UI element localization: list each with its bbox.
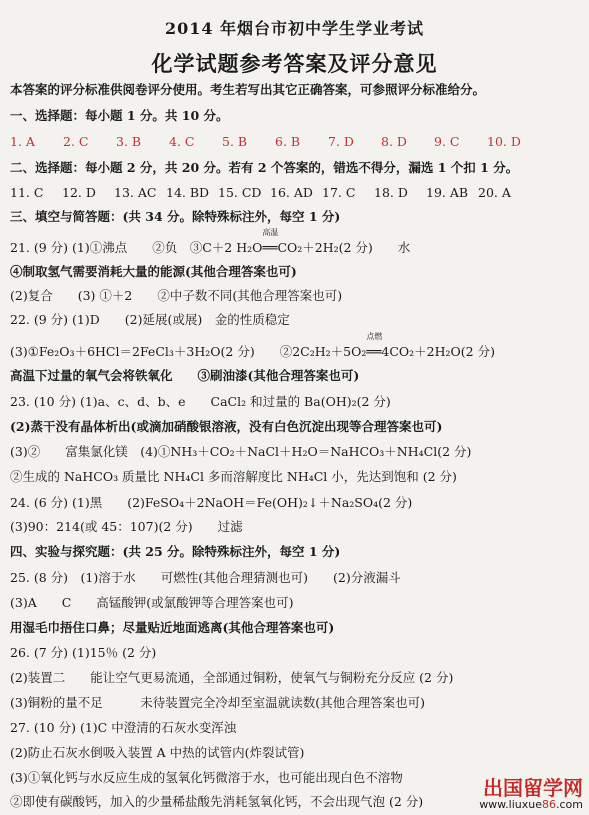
- q22-line1: 22. (9 分) (1)D (2)延展(或展) 金的性质稳定: [10, 312, 290, 327]
- exam-title: 2014 年烟台市初中学生学业考试: [164, 19, 425, 38]
- q25-line1: 25. (8 分) (1)溶于水 可燃性(其他合理猜测也可) (2)分液漏斗: [10, 570, 401, 585]
- q21-line2: ④制取氢气需要消耗大量的能源(其他合理答案也可): [10, 264, 297, 279]
- answer-item: 2. C: [63, 134, 89, 149]
- q27-line4: ②即使有碳酸钙，加入的少量稀盐酸先消耗氢氧化钙，不会出现气泡 (2 分): [10, 794, 424, 809]
- condition-label: 点燃: [366, 332, 383, 341]
- answer-item: 19. AB: [426, 185, 469, 200]
- site-watermark: [479, 777, 583, 811]
- answer-item: 12. D: [62, 185, 96, 200]
- section4-heading: 四、实验与探究题：(共 25 分。除特殊标注外，每空 1 分): [10, 544, 341, 559]
- q26-line2: (2)装置二 能让空气更易流通，全部通过铜粉，使氧气与铜粉充分反应 (2 分): [10, 670, 454, 685]
- reaction-arrow: 点燃 ══: [366, 332, 383, 359]
- q27-line1: 27. (10 分) (1)C 中澄清的石灰水变浑浊: [10, 720, 237, 735]
- answer-item: 3. B: [116, 134, 142, 149]
- q21-text: 21. (9 分) (1)①沸点 ②负 ③C＋2 H₂O: [10, 240, 263, 255]
- q23-line4: ②生成的 NaHCO₃ 质量比 NH₄Cl 多而溶解度比 NH₄Cl 小，先达到饱和 (2 分): [10, 469, 457, 484]
- answer-item: 10. D: [487, 134, 521, 149]
- q21-line1: [10, 228, 585, 258]
- q24-line2: (3)90：214(或 45：107)(2 分) 过滤: [10, 519, 243, 534]
- answer-item: 4. C: [169, 134, 195, 149]
- answer-item: 17. C: [322, 185, 356, 200]
- answer-item: 9. C: [434, 134, 460, 149]
- answer-item: 5. B: [222, 134, 248, 149]
- section2-heading: 二、选择题：每小题 2 分，共 20 分。若有 2 个答案的，错选不得分，漏选 1 个扣 1 分。: [10, 160, 519, 175]
- reaction-arrow: 高温 ══: [262, 228, 279, 255]
- answer-item: 16. AD: [270, 185, 313, 200]
- condition-label: 高温: [262, 228, 279, 237]
- watermark-url-prefix: www.liuxue: [479, 797, 542, 811]
- q27-line3: (3)①氧化钙与水反应生成的氢氧化钙微溶于水，也可能出现白色不溶物: [10, 770, 403, 785]
- answer-item: 6. B: [275, 134, 301, 149]
- q27-line2: (2)防止石灰水倒吸入装置 A 中热的试管内(炸裂试管): [10, 745, 305, 760]
- section1-answers: [10, 132, 585, 152]
- q21-line3: (2)复合 (3) ①＋2 ②中子数不同(其他合理答案也可): [10, 288, 343, 303]
- document-title: 化学试题参考答案及评分意见: [151, 51, 438, 76]
- watermark-url-number: 86: [542, 797, 556, 811]
- q25-line2: (3)A C 高锰酸钾(或氯酸钾等合理答案也可): [10, 595, 294, 610]
- q23-line3: (3)② 富集氯化镁 (4)①NH₃＋CO₂＋NaCl＋H₂O＝NaHCO₃＋NH₄Cl(2 分): [10, 444, 472, 459]
- section2-answers: [10, 183, 585, 203]
- watermark-url: [479, 799, 583, 811]
- q25-line3: 用湿毛巾捂住口鼻；尽量贴近地面逃离(其他合理答案也可): [10, 620, 335, 635]
- answer-item: 11. C: [10, 185, 44, 200]
- q22-line3: 高温下过量的氧气会将铁氧化 ③刷油漆(其他合理答案也可): [10, 368, 360, 383]
- answer-item: 8. D: [381, 134, 407, 149]
- answer-item: 13. AC: [114, 185, 157, 200]
- answer-item: 15. CD: [218, 185, 262, 200]
- watermark-site-name: 出国留学网: [483, 775, 583, 800]
- q21-products: CO₂＋2H₂(2 分) 水: [277, 240, 411, 255]
- q23-line2: (2)蒸干没有晶体析出(或滴加硝酸银溶液，没有白色沉淀出现等合理答案也可): [10, 419, 443, 434]
- q23-line1: 23. (10 分) (1)a、c、d、b、e CaCl₂ 和过量的 Ba(OH)₂(2 分): [10, 394, 391, 409]
- section1-heading: 一、选择题：每小题 1 分。共 10 分。: [10, 108, 229, 123]
- q26-line1: 26. (7 分) (1)15％ (2 分): [10, 645, 157, 660]
- watermark-url-suffix: .com: [556, 797, 583, 811]
- answer-item: 1. A: [10, 134, 35, 149]
- q22-products: 4CO₂＋2H₂O(2 分): [381, 344, 495, 359]
- answer-item: 18. D: [374, 185, 408, 200]
- q22-text: (3)①Fe₂O₃＋6HCl＝2FeCl₃＋3H₂O(2 分) ②2C₂H₂＋5O₂: [10, 344, 367, 359]
- answer-item: 7. D: [328, 134, 354, 149]
- answer-item: 20. A: [478, 185, 511, 200]
- answer-item: 14. BD: [166, 185, 210, 200]
- q22-line2: [10, 332, 585, 362]
- q24-line1: 24. (6 分) (1)黑 (2)FeSO₄＋2NaOH＝Fe(OH)₂↓＋Na₂SO₄(2 分): [10, 495, 413, 510]
- q26-line3: (3)铜粉的量不足 未待装置完全冷却至室温就读数(其他合理答案也可): [10, 695, 425, 710]
- intro-note: 本答案的评分标准供阅卷评分使用。考生若写出其它正确答案，可参照评分标准给分。: [10, 82, 486, 97]
- section3-heading: 三、填空与简答题：(共 34 分。除特殊标注外，每空 1 分): [10, 209, 341, 224]
